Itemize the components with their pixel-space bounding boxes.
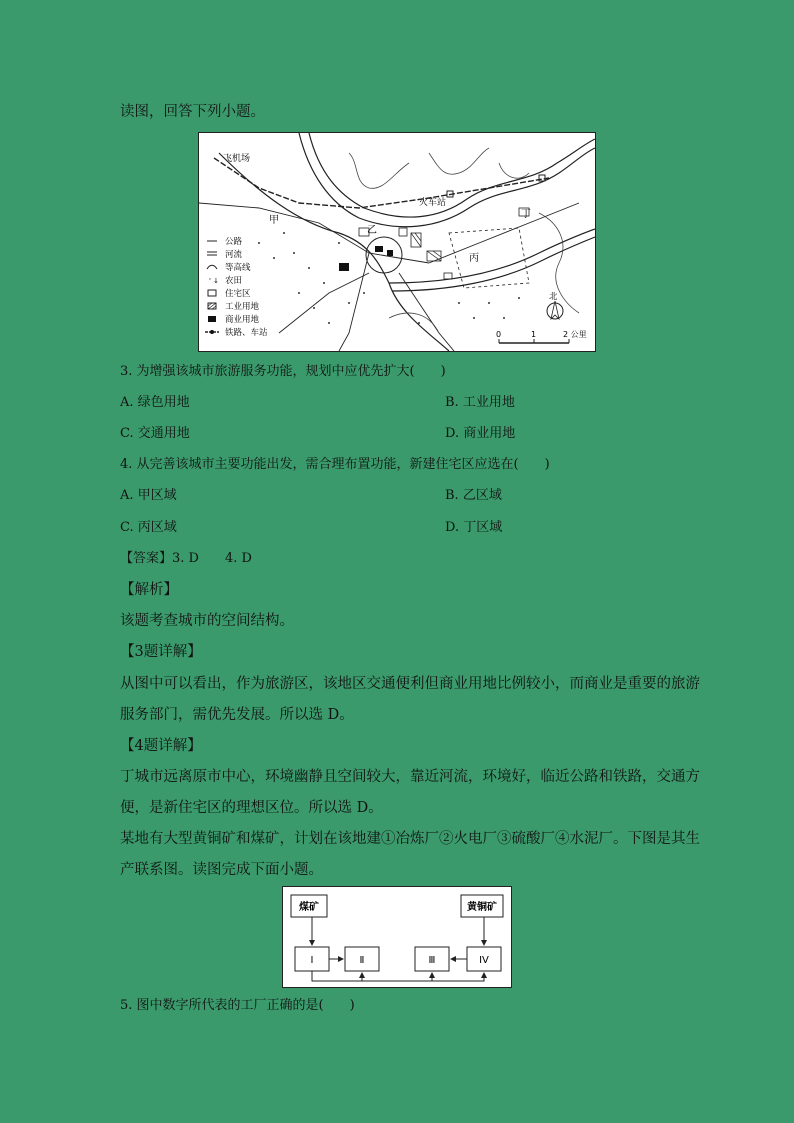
legend-farmland-label: 农田 [225,276,243,286]
north-arrow-icon [547,291,563,319]
q4-option-d[interactable]: D. 丁区域 [445,520,503,535]
q3-detail-title: 【3题详解】 [120,644,202,660]
legend-commercial-label: 商业用地 [225,315,260,325]
river-legend-icon [207,252,217,255]
legend-railway-label: 铁路、车站 [225,328,268,338]
city-map-figure [198,132,596,352]
passage-line-2: 产联系图。读图完成下面小题。 [120,862,323,878]
residential-legend-icon [208,290,216,296]
factory-1-label: I [310,955,314,966]
coal-mine-label: 煤矿 [299,902,319,913]
q4-option-b[interactable]: B. 乙区域 [445,488,502,503]
passage-line-1: 某地有大型黄铜矿和煤矿，计划在该地建①冶炼厂②火电厂③硫酸厂④水泥厂。下图是其生 [120,831,700,847]
map-region-jia: 甲 [269,215,279,226]
commercial-legend-icon [208,316,216,322]
q3-option-a[interactable]: A. 绿色用地 [120,395,190,410]
farmland-legend-icon: ' ↓ [209,277,220,285]
q3-stem: 3. 为增强该城市旅游服务功能，规划中应优先扩大( ) [120,364,446,379]
map-region-bing: 丙 [469,253,479,264]
contour-legend-icon [207,265,217,269]
q5-stem: 5. 图中数字所代表的工厂正确的是( ) [120,998,355,1013]
q3-option-c[interactable]: C. 交通用地 [120,426,190,441]
scale-2: 2 公里 [563,330,587,339]
legend-river-label: 河流 [225,250,243,260]
factory-4-label: IV [479,955,489,966]
map-region-yi: 乙 [367,225,377,236]
map-station-label: 火车站 [419,198,447,208]
map-legend [205,236,268,338]
q3-detail-line-1: 从图中可以看出，作为旅游区，该地区交通便利但商业用地比例较小，而商业是重要的旅游 [120,676,700,692]
scale-0: 0 [496,330,502,339]
answer-text: 【答案】3. D 4. D [120,551,252,566]
q4-detail-title: 【4题详解】 [120,738,202,754]
analysis-text: 该题考查城市的空间结构。 [120,613,294,629]
q4-option-a[interactable]: A. 甲区域 [120,488,177,503]
legend-road-label: 公路 [225,237,243,247]
legend-contour-label: 等高线 [225,263,251,273]
q3-option-d[interactable]: D. 商业用地 [445,426,516,441]
legend-residential-label: 住宅区 [225,289,251,299]
map-airport-label: 飞机场 [223,154,251,164]
intro-text: 读图，回答下列小题。 [120,104,265,120]
q3-detail-line-2: 服务部门，需优先发展。所以选 D。 [120,707,354,723]
copper-mine-label: 黄铜矿 [467,902,497,913]
factory-3-label: Ⅲ [428,955,436,966]
analysis-title: 【解析】 [120,582,178,598]
scale-1: 1 [531,330,537,339]
north-label: 北 [549,292,558,302]
q3-option-b[interactable]: B. 工业用地 [445,395,515,410]
production-flow-diagram [282,886,512,988]
q4-option-c[interactable]: C. 丙区域 [120,520,177,535]
legend-industrial-label: 工业用地 [225,302,260,312]
factory-2-label: Ⅱ [359,955,365,966]
q4-detail-line-1: 丁城市远离原市中心，环境幽静且空间较大，靠近河流，环境好，临近公路和铁路，交通方 [120,769,700,785]
map-region-ding: 丁 [521,209,531,220]
scale-bar [496,330,587,343]
q4-stem: 4. 从完善该城市主要功能出发，需合理布置功能，新建住宅区应选在( ) [120,457,550,472]
q4-detail-line-2: 便，是新住宅区的理想区位。所以选 D。 [120,800,383,816]
